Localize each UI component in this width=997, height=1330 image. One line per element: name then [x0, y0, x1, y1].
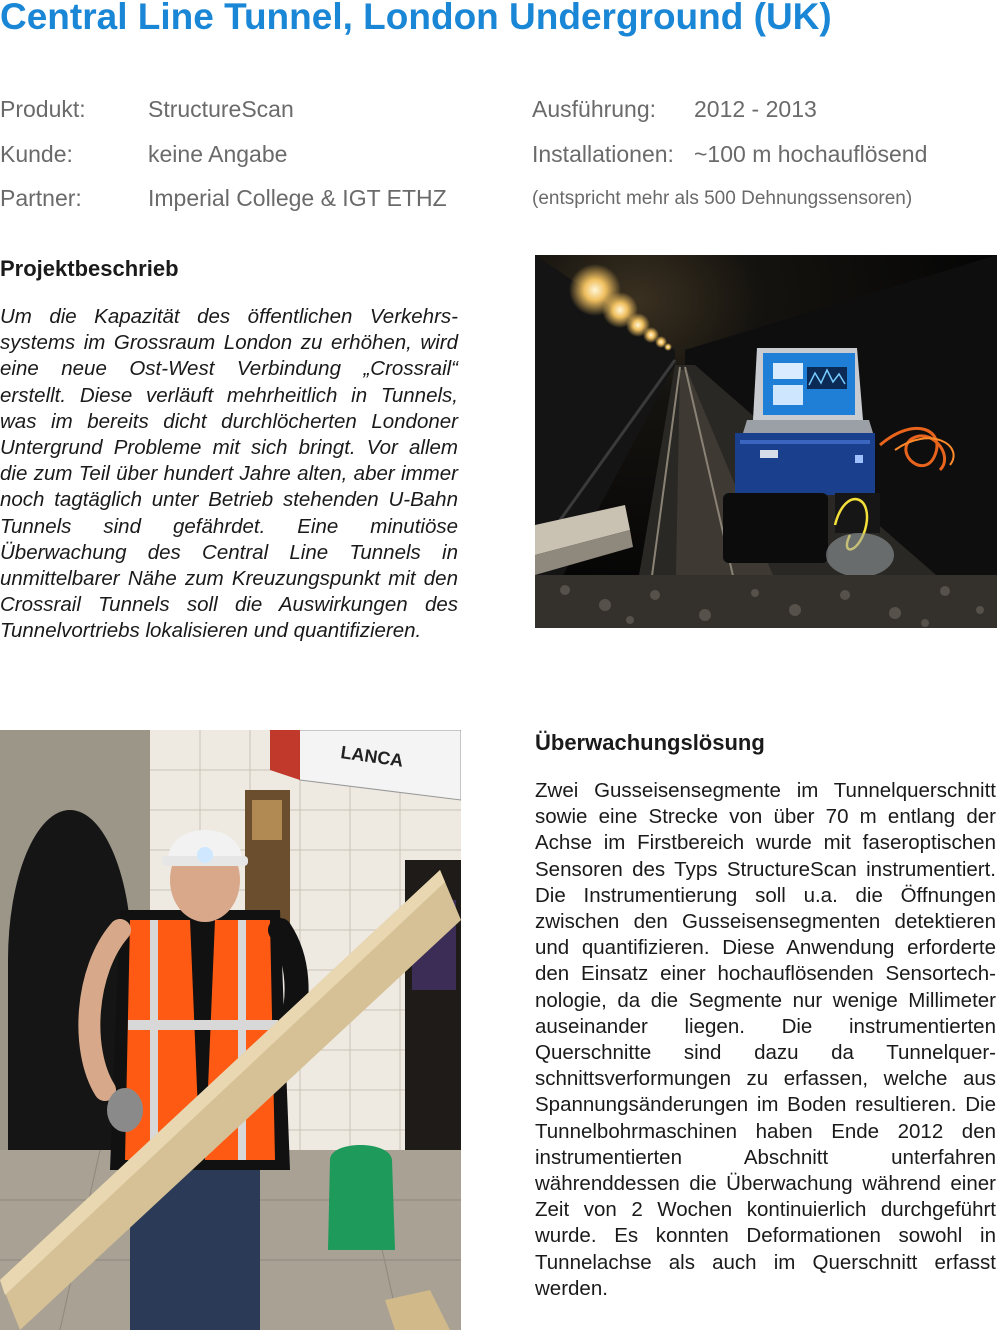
project-heading: Projektbeschrieb	[0, 256, 179, 281]
partner-label: Partner:	[0, 185, 82, 211]
installations-label: Installationen:	[532, 141, 674, 167]
station-sign-text: LANCA	[339, 742, 405, 771]
product-label: Produkt:	[0, 96, 86, 122]
tunnel-equipment-photo	[535, 255, 997, 628]
monitoring-heading: Überwachungslösung	[535, 730, 765, 755]
project-description: Um die Kapazität des öffentlichen Verkehrssystems im Grossraum London zu erhöhen, wird eine neue Ost-West Verbindung „Crossrail“ erstellt. Diese verläuft mehrheitlich in Tunnels, was im bereits dicht durchlöcherten Londoner Untergrund Probleme mit sich bringt. Vor allem die zum Teil über hundert Jahre alten, aber immer noch tagtäglich unter Betrieb stehenden U-Bahn Tunnels sind gefährdet. Eine minutiöse Überwachung des Central Line Tunnels in unmittelbarer Nähe zum Kreuzungspunkt mit den Crossrail Tunnels soll die Auswirkungen des Tunnelvortriebs lokalisieren und quantifizieren.	[0, 305, 458, 643]
execution-value: 2012 - 2013	[694, 96, 817, 122]
installations-note: (entspricht mehr als 500 Dehnungssensoren)	[532, 188, 913, 209]
monitoring-description: Zwei Gusseisensegmente im Tunnelquerschnitt sowie eine Strecke von über 70 m entlang der Achse im Firstbereich wurde mit faseroptischen Sensoren des Typs StructureScan instrumentiert. Die Instrumentierung soll u.a. die Öffnungen zwischen den Gusseisensegmenten detektieren und quantifizieren. Diese Anwendung erforderte den Einsatz einer hochauflösenden Sensortechnologie, da die Segmente nur wenige Millimeter auseinander liegen. Die instrumentierten Querschnitte sind dazu da Tunnelquerschnittsverformungen zu erfassen, welche aus Spannungsänderungen im Boden resultieren. Die Tunnelbohrmaschinen haben Ende 2012 den instrumentierten Abschnitt unterfahren währenddessen die Überwachung während einer Zeit von 2 Wochen kontinuierlich durchgeführt wurde. Es konnten Deformationen sowohl in Tunnelachse als auch im Querschnitt erfasst werden.	[535, 779, 996, 1300]
installations-value: ~100 m hochauflösend	[694, 141, 928, 167]
worker-platform-photo	[0, 730, 461, 1330]
customer-value: keine Angabe	[148, 141, 288, 167]
execution-label: Ausführung:	[532, 96, 657, 122]
customer-label: Kunde:	[0, 141, 73, 167]
partner-value: Imperial College & IGT ETHZ	[148, 185, 447, 211]
product-value: StructureScan	[148, 96, 294, 122]
page-title: Central Line Tunnel, London Underground (UK)	[0, 0, 832, 37]
